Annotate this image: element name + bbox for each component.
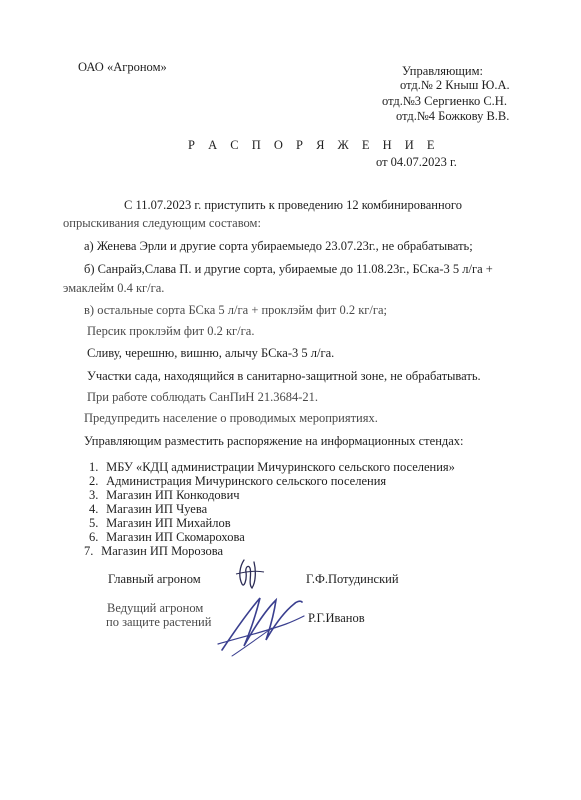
chief-agronomist-title: Главный агроном bbox=[108, 572, 201, 586]
item-b-line-1: б) Санрайз,Слава П. и другие сорта, убираемые до 11.08.23г., БСка-3 5 л/га + bbox=[84, 262, 493, 276]
post-on-stands-line: Управляющим разместить распоряжение на информационных стендах: bbox=[84, 434, 464, 448]
sanitary-zone-line: Участки сада, находящийся в санитарно-защитной зоне, не обрабатывать. bbox=[87, 369, 481, 383]
chief-agronomist-name: Г.Ф.Потудинский bbox=[306, 572, 399, 586]
lead-agronomist-title-line-1: Ведущий агроном bbox=[107, 601, 204, 615]
addressee-1: отд.№ 2 Кныш Ю.А. bbox=[400, 78, 510, 92]
sanpin-line: При работе соблюдать СанПиН 21.3684-21. bbox=[87, 390, 318, 404]
intro-line-1: С 11.07.2023 г. приступить к проведению 12 комбинированного bbox=[124, 198, 462, 212]
list-item: 7. Магазин ИП Морозова bbox=[84, 544, 224, 558]
lead-agronomist-title-line-2: по защите растений bbox=[106, 615, 212, 629]
list-item: 4. Магазин ИП Чуева bbox=[89, 502, 208, 516]
list-item: 3. Магазин ИП Конкодович bbox=[89, 488, 240, 502]
document-title: Р А С П О Р Я Ж Е Н И Е bbox=[188, 138, 440, 152]
item-c: в) остальные сорта БСка 5 л/га + проклэйм фит 0.2 кг/га; bbox=[84, 303, 388, 317]
list-item: 2. Администрация Мичуринского сельского поселения bbox=[89, 474, 387, 488]
item-b-line-2: эмаклейм 0.4 кг/га. bbox=[63, 281, 165, 295]
item-a: а) Женева Эрли и другие сорта убираемыедо 23.07.23г., не обрабатывать; bbox=[84, 239, 473, 253]
peach-line: Персик проклэйм фит 0.2 кг/га. bbox=[87, 324, 255, 338]
warn-population-line: Предупредить население о проводимых мероприятиях. bbox=[84, 411, 378, 425]
addressee-3: отд.№4 Божкову В.В. bbox=[396, 109, 510, 123]
list-item: 6. Магазин ИП Скомарохова bbox=[89, 530, 245, 544]
lead-agronomist-name: Р.Г.Иванов bbox=[308, 611, 365, 625]
plum-line: Сливу, черешню, вишню, алычу БСка-3 5 л/га. bbox=[87, 346, 335, 360]
organization-name: ОАО «Агроном» bbox=[78, 60, 167, 74]
addressee-title: Управляющим: bbox=[402, 64, 483, 78]
lead-signature-icon bbox=[214, 588, 309, 660]
list-item: 5. Магазин ИП Михайлов bbox=[89, 516, 231, 530]
document-date: от 04.07.2023 г. bbox=[376, 155, 457, 169]
intro-line-2: опрыскивания следующим составом: bbox=[63, 216, 261, 230]
addressee-2: отд.№3 Сергиенко С.Н. bbox=[382, 94, 507, 108]
list-item: 1. МБУ «КДЦ администрации Мичуринского сельского поселения» bbox=[89, 460, 455, 474]
